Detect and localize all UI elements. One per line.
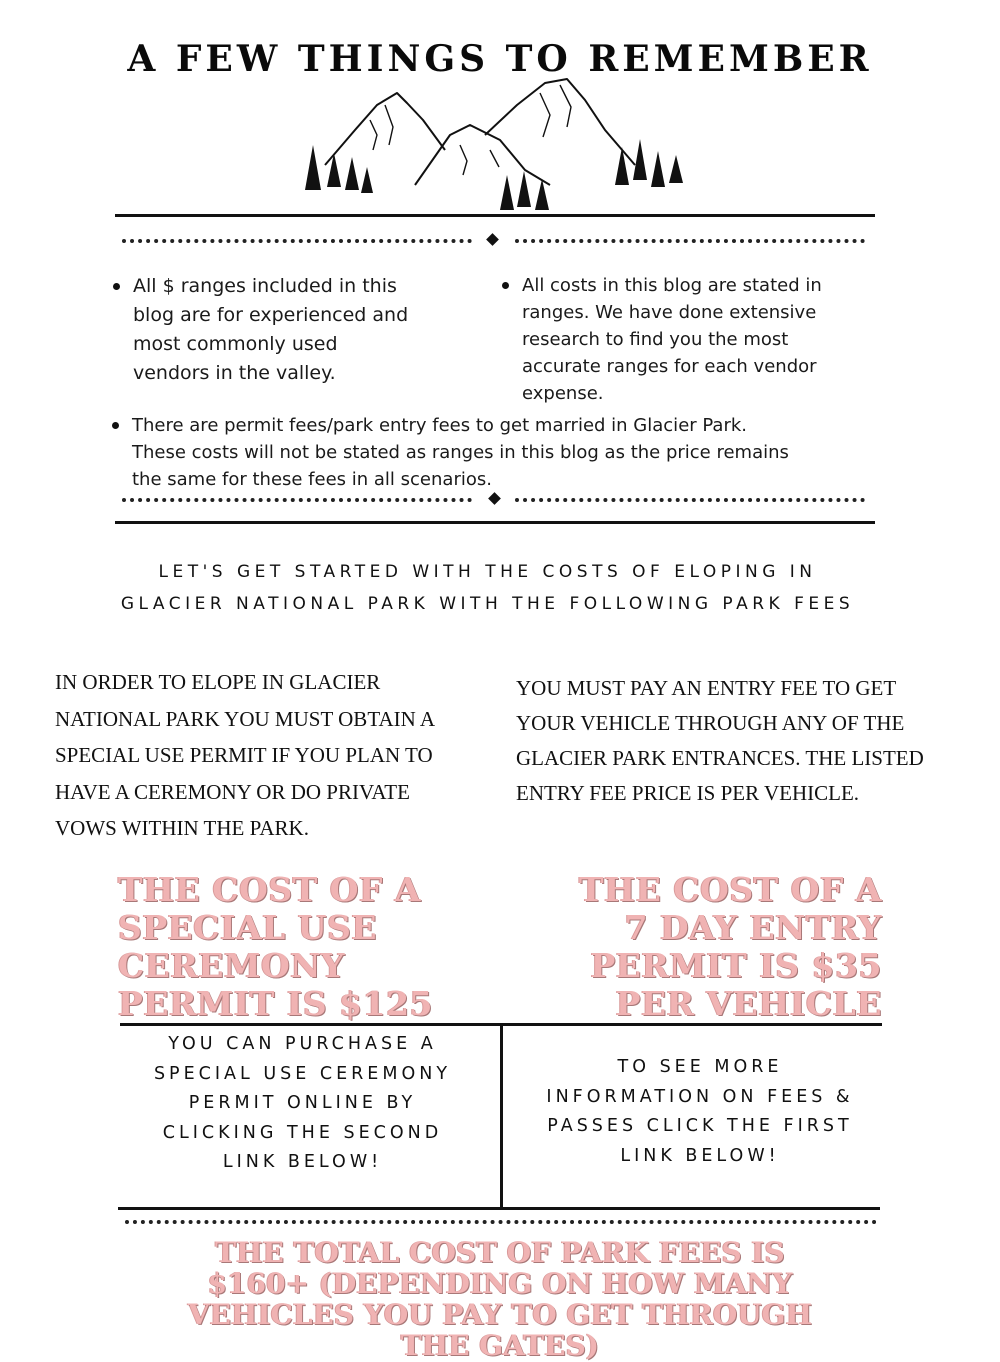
mountain-peak-left (325, 93, 445, 165)
note-item (133, 272, 418, 388)
box-bottom-rule (118, 1207, 880, 1210)
mountain-peak-middle (415, 125, 550, 185)
dotted-divider-bottom (125, 1220, 877, 1224)
mountain-illustration (285, 75, 695, 225)
note-item (132, 412, 792, 493)
entry-fee-description: YOU MUST PAY AN ENTRY FEE TO GET YOUR VEHICLE THROUGH ANY OF THE GLACIER PARK ENTRANCES. THE LISTED ENTRY FEE PRICE IS PER VEHICLE. (516, 676, 924, 805)
page-title: A FEW THINGS TO REMEMBER (127, 38, 873, 80)
box-divider (500, 1023, 503, 1210)
bullet-dot (112, 422, 119, 429)
entry-cost: THE COST OF A 7 DAY ENTRY PERMIT IS $35 PER VEHICLE (578, 870, 882, 1023)
top-rule (115, 214, 875, 217)
note-text: All $ ranges included in this blog are for experienced and most commonly used vendors in the valley. (133, 275, 409, 384)
bullet-dot (502, 282, 509, 289)
mountain-peak-right (485, 79, 635, 165)
diamond-ornament (486, 233, 499, 246)
pine-trees (305, 139, 683, 210)
note-item (522, 272, 822, 407)
intro-heading: LET'S GET STARTED WITH THE COSTS OF ELOPING IN GLACIER NATIONAL PARK WITH THE FOLLOWING PARK FEES (120, 562, 855, 614)
dotted-divider-left (122, 239, 472, 243)
entry-link-note: TO SEE MORE INFORMATION ON FEES & PASSES CLICK THE FIRST LINK BELOW! (546, 1057, 854, 1166)
dotted-divider-right (515, 239, 865, 243)
diamond-ornament (488, 492, 501, 505)
section-rule (115, 521, 875, 524)
bullet-dot (113, 283, 120, 290)
permit-link-note: YOU CAN PURCHASE A SPECIAL USE CEREMONY PERMIT ONLINE BY CLICKING THE SECOND LINK BELOW! (153, 1034, 452, 1173)
total-cost: THE TOTAL COST OF PARK FEES IS $160+ (DEPENDING ON HOW MANY VEHICLES YOU PAY TO GET THROUGH THE GATES) (187, 1236, 813, 1362)
note-text: There are permit fees/park entry fees to get married in Glacier Park. These costs will not be stated as ranges in this blog as the price remains the same for these fees in all scenarios. (132, 415, 789, 490)
permit-description: IN ORDER TO ELOPE IN GLACIER NATIONAL PARK YOU MUST OBTAIN A SPECIAL USE PERMIT IF YOU PLAN TO HAVE A CEREMONY OR DO PRIVATE VOWS WITHIN THE PARK. (55, 670, 434, 840)
note-text: All costs in this blog are stated in ranges. We have done extensive research to find you the most accurate ranges for each vendor expense. (522, 275, 822, 404)
dotted-divider-left (122, 498, 472, 502)
permit-cost: THE COST OF A SPECIAL USE CEREMONY PERMIT IS $125 (118, 870, 434, 1023)
dotted-divider-right (515, 498, 865, 502)
